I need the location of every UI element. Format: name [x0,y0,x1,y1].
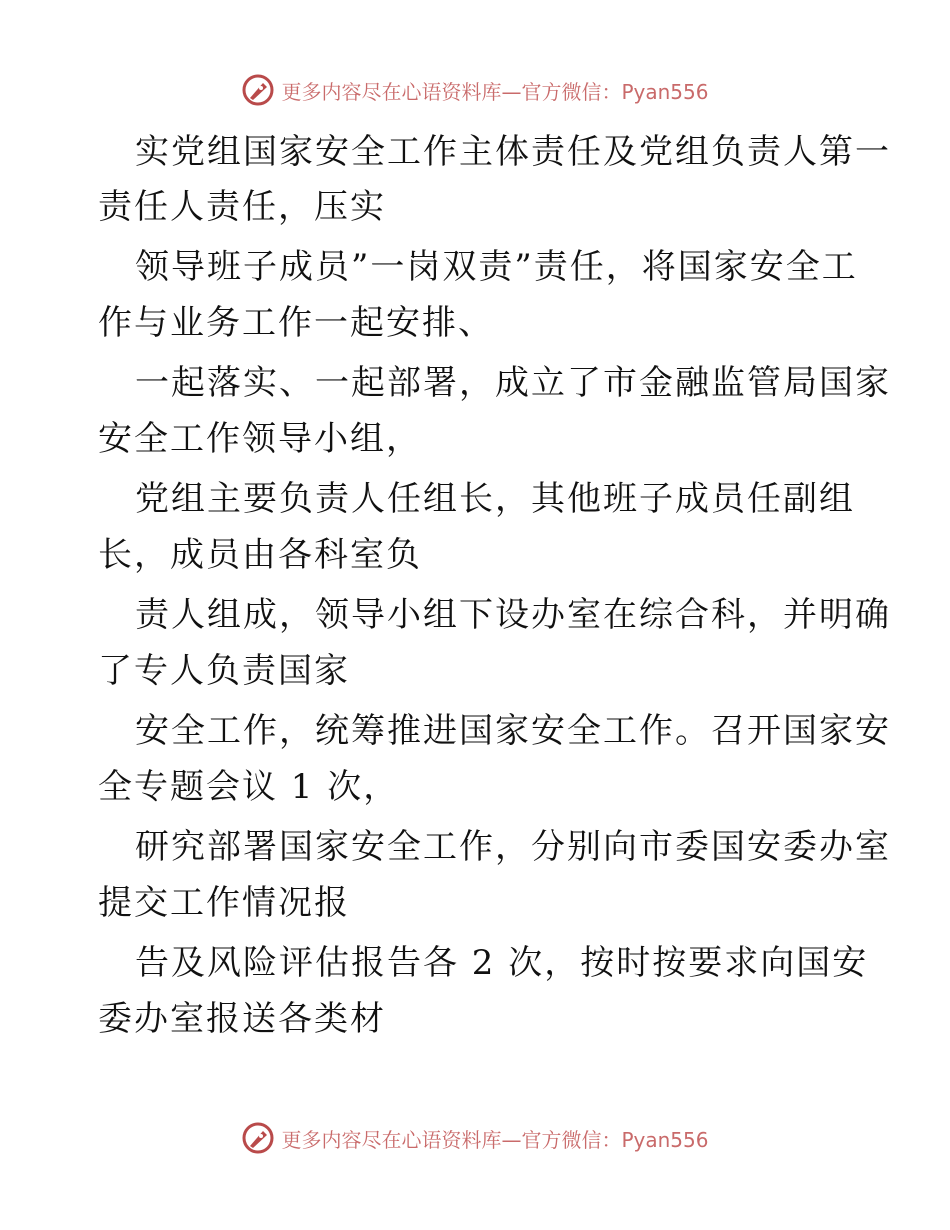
footer-banner-text: 更多内容尽在心语资料库—官方微信：Pyan556 [281,1127,709,1152]
body-line: 领导班子成员”一岗双责”责任，将国家安全工 [135,247,858,287]
body-line: 长，成员由各科室负 [98,535,422,575]
body-line: 责任人责任，压实 [98,187,386,227]
body-line: 研究部署国家安全工作，分别向市委国安委办室 [135,827,891,867]
body-line: 责人组成，领导小组下设办室在综合科，并明确 [135,595,891,635]
pen-nib-circle-icon [241,73,275,107]
body-line: 了专人负责国家 [98,651,350,691]
pen-nib-circle-icon [241,1121,275,1155]
footer-banner [0,1118,950,1158]
body-line: 委办室报送各类材 [98,999,386,1039]
body-line: 告及风险评估报告各 2 次，按时按要求向国安 [135,943,869,983]
body-line: 党组主要负责人任组长，其他班子成员任副组 [135,479,855,519]
body-line: 全专题会议 1 次， [98,767,400,807]
header-banner [0,70,950,110]
body-line: 一起落实、一起部署，成立了市金融监管局国家 [135,363,891,403]
body-line: 作与业务工作一起安排、 [98,303,494,343]
body-line: 提交工作情况报 [98,883,350,923]
body-line: 实党组国家安全工作主体责任及党组负责人第一 [135,132,891,172]
body-line: 安全工作，统筹推进国家安全工作。召开国家安 [135,711,891,751]
body-line: 安全工作领导小组， [98,419,422,459]
header-banner-text: 更多内容尽在心语资料库—官方微信：Pyan556 [281,79,709,104]
